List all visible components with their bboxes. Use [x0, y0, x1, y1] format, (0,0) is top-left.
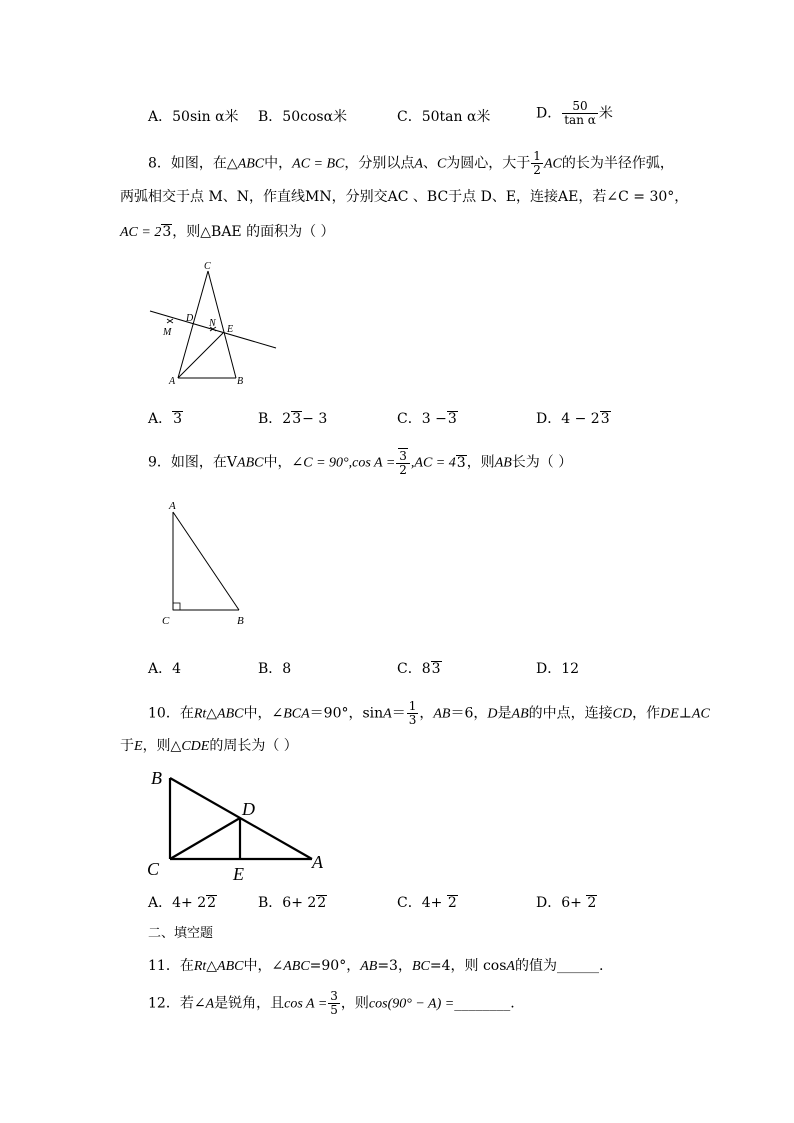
q7-option-b: B．50cosα米 — [258, 109, 348, 125]
q8-label-a: A — [169, 376, 176, 387]
q8-option-d: D．4 − 23 — [536, 411, 610, 427]
q8-line-1: 8．如图，在△ABC中，AC = BC，分别以点A、C为圆心，大于 $\frac{1}{2}$ AC的长为半径作弧， — [148, 149, 674, 177]
q10-option-b: B．6+ 22 — [258, 895, 327, 911]
q12-line: 12．若∠A是锐角，且cos A = $\frac{3}{5}$ ，则cos(90° − A) =________. — [148, 989, 515, 1017]
q10-label-d: D — [242, 799, 255, 819]
section-title: 二、填空题 — [148, 926, 214, 941]
q9-figure — [155, 498, 265, 633]
q9-label-b: B — [237, 615, 244, 627]
q8-label-n: N — [209, 318, 216, 329]
q8-label-m: M — [163, 327, 172, 338]
q9-option-d: D．12 — [536, 661, 580, 677]
q8-label-c: C — [204, 261, 211, 272]
q10-line-1: 10．在Rt△ABC中，∠BCA＝90°，sinA＝ $\frac{1}{3}$ ，AB＝6，D是AB的中点，连接CD，作DE⊥AC — [148, 699, 710, 727]
q11-answer-blank[interactable]: ______ — [556, 958, 599, 974]
q10-option-c: C．4+ 2 — [397, 895, 457, 911]
q10-label-b: B — [151, 768, 162, 788]
q10-label-e: E — [233, 864, 244, 884]
q8-option-b: B．23− 3 — [258, 411, 328, 427]
q8-label-e: E — [227, 324, 234, 335]
q8-label-b: B — [237, 376, 244, 387]
q12-answer-blank[interactable]: ________ — [454, 995, 511, 1012]
q9-label-c: C — [162, 615, 170, 627]
q10-figure — [140, 762, 340, 887]
q9-line-1: 9．如图，在VABC中，∠C = 90°,cos A = $\frac{3}{2}$ ,AC = 43，则AB长为（ ） — [148, 449, 573, 477]
q11-line: 11．在Rt△ABC中，∠ABC=90°，AB=3，BC=4，则 cosA的值为______. — [148, 958, 604, 974]
q9-label-a: A — [169, 500, 176, 512]
q8-option-c: C．3 −3 — [397, 411, 457, 427]
q9-option-a: A．4 — [148, 661, 182, 677]
q7-option-c: C．50tan α米 — [397, 109, 491, 125]
q8-figure — [140, 255, 285, 390]
q9-option-b: B．8 — [258, 661, 292, 677]
q8-option-a: A．3 — [148, 411, 183, 427]
q10-option-a: A．4+ 22 — [148, 895, 217, 911]
q8-line-3: AC = 23，则△BAE 的面积为（ ） — [120, 224, 335, 240]
q7-option-d: D． $\frac{50}{\text{tan α}}$ 米 — [536, 99, 613, 127]
q9-option-c: C．83 — [397, 661, 441, 677]
q10-label-c: C — [147, 859, 160, 879]
q10-option-d: D．6+ 2 — [536, 895, 597, 911]
q10-label-a: A — [312, 852, 323, 872]
q10-line-2: 于E，则△CDE的周长为（ ） — [120, 738, 298, 754]
q8-line-2: 两弧相交于点 M、N，作直线MN，分别交AC 、BC于点 D、E，连接AE，若∠C = 30°， — [120, 189, 689, 205]
q8-label-d: D — [186, 313, 194, 324]
q7-option-a: A．50sin α米 — [148, 109, 239, 125]
